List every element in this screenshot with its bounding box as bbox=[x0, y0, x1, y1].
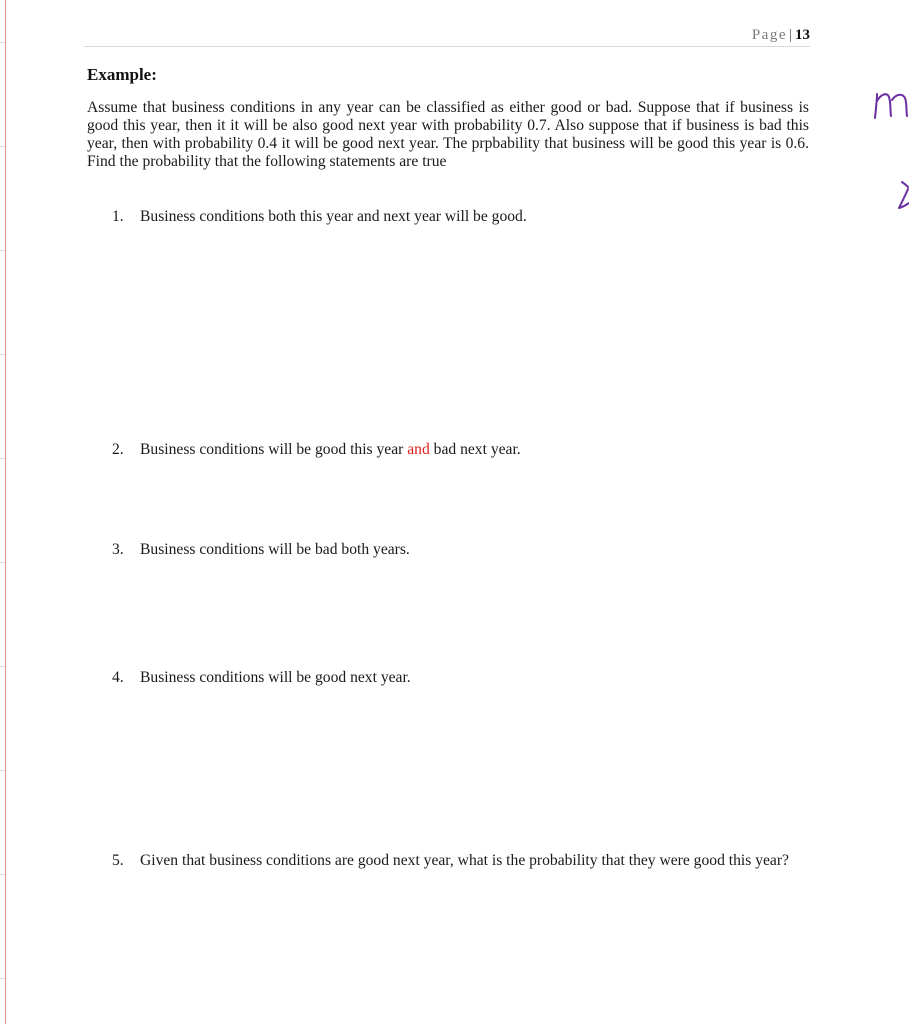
question-item bbox=[112, 440, 812, 460]
ruled-line-tick bbox=[0, 146, 5, 147]
page-header bbox=[84, 26, 810, 47]
page-separator: | bbox=[788, 27, 792, 43]
problem-statement: Assume that business conditions in any year can be classified as either good or bad. Suppose that if business is good this year, then it it will be also good next year with probability 0.7. Also suppose that if business is bad this year, then with probability 0.4 it will be good next year. The prpbability that business will be good this year is 0.6. Find the probability that the following statements are true bbox=[87, 99, 809, 170]
notebook-margin-line bbox=[5, 0, 6, 1024]
handwritten-annotation bbox=[868, 86, 909, 226]
question-text bbox=[140, 440, 812, 460]
ruled-line-tick bbox=[0, 562, 5, 563]
handwriting-stroke bbox=[899, 182, 909, 208]
ruled-line-tick bbox=[0, 354, 5, 355]
question-item bbox=[112, 207, 812, 227]
question-text: Business conditions will be good next year. bbox=[140, 669, 411, 686]
question-item bbox=[112, 540, 812, 560]
question-text: Business conditions both this year and next year will be good. bbox=[140, 208, 527, 225]
highlighted-word: and bbox=[407, 441, 430, 458]
question-item bbox=[112, 668, 812, 688]
question-text: Business conditions will be bad both years. bbox=[140, 541, 410, 558]
ruled-line-tick bbox=[0, 770, 5, 771]
question-number: 5. bbox=[112, 852, 124, 869]
page-number bbox=[752, 26, 810, 44]
question-text-before: Business conditions will be good this year bbox=[140, 441, 408, 458]
page-number-value: 13 bbox=[795, 27, 810, 43]
handwriting-stroke bbox=[875, 94, 907, 118]
ruled-line-tick bbox=[0, 666, 5, 667]
ruled-line-tick bbox=[0, 458, 5, 459]
ruled-line-tick bbox=[0, 978, 5, 979]
question-number: 1. bbox=[112, 208, 124, 225]
question-item bbox=[112, 851, 812, 871]
question-number: 2. bbox=[112, 441, 124, 458]
question-number: 4. bbox=[112, 669, 124, 686]
page-label: Page bbox=[751, 27, 787, 43]
question-number: 3. bbox=[112, 541, 124, 558]
question-text-after: bad next year. bbox=[429, 441, 521, 458]
ruled-line-tick bbox=[0, 874, 5, 875]
example-heading: Example: bbox=[87, 65, 157, 84]
ruled-line-tick bbox=[0, 250, 5, 251]
question-text: Given that business conditions are good next year, what is the probability that they were good this year? bbox=[140, 852, 789, 869]
ruled-line-tick bbox=[0, 42, 5, 43]
